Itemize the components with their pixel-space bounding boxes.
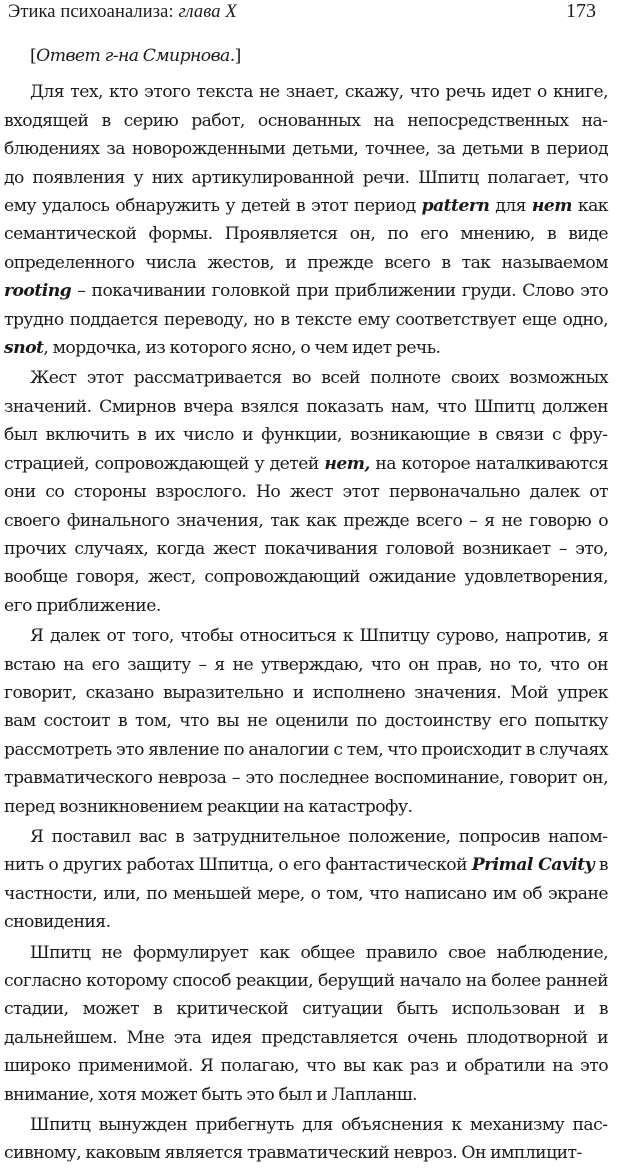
text-run: в частности, или, по меньшей мере, о том, что написано им об экране сновидения. bbox=[4, 855, 608, 933]
editorial-note bbox=[4, 42, 608, 70]
text-run: Шпитц вынужден прибегнуть для объяснения к механизму пассивному, каковым является травматический невроз. Он имплицит- bbox=[4, 1115, 608, 1164]
page-number: 173 bbox=[566, 0, 596, 22]
text-run: как семантической формы. Проявляется он, по его мнению, в виде определенного числа жестов, и прежде всего в так называемом bbox=[4, 196, 608, 273]
italic-text: Ответ г-на Смирнова. bbox=[36, 46, 235, 66]
text-run: для bbox=[489, 196, 532, 217]
paragraph bbox=[4, 1111, 608, 1168]
paragraph bbox=[4, 622, 608, 821]
text-run: на которое наталкиваются они со стороны взрослого. Но жест этот первоначально далек от своего финального значения, так как прежде всего – я не говорю о прочих случаях, когда жест покачивания головой возникает – это, вообще говоря, жест, сопровождающий ожидание удовлетворения, его приближение. bbox=[4, 453, 609, 616]
emphasized-term: pattern bbox=[421, 196, 490, 217]
text-run: Шпитц не формулирует как общее правило свое наблюдение, согласно которому способ реакции, берущий начало на более ранней стадии, может в критической ситуации быть использован и в дальнейшем. Мне эта идея представляется очень плодотворной и широко применимой. Я полагаю, что вы как раз и обратили на это внимание, хотя может быть это был и Лапланш. bbox=[4, 942, 608, 1105]
emphasized-term: нет bbox=[531, 196, 572, 217]
text-run: Жест этот рассматривается во всей полноте своих возможных значений. Смирнов вчера взялся показать нам, что Шпитц должен был включить в их число и функции, возникающие в связи с фрустрацией, сопровождающей у детей bbox=[4, 368, 608, 474]
text-run: Для тех, кто этого текста не знает, скажу, что речь идет о книге, входящей в серию работ, основанных на непосредственных наблюдениях за новорожденными детьми, точнее, за детьми в период до появления у них артикулированной речи. Шпитц полагает, что ему удалось обнаружить у детей в этот период bbox=[4, 82, 608, 217]
paragraph bbox=[4, 364, 608, 620]
page-header bbox=[4, 0, 608, 38]
running-head-chapter: глава X bbox=[178, 2, 237, 22]
text-run: Я далек от того, чтобы относиться к Шпитцу сурово, напротив, я встаю на его защиту – я не утверждаю, что он прав, но то, что он говорит, сказано выразительно и исполнено значения. Мой упрек вам состоит в том, что вы не оценили по достоинству его попытку рассмотреть это явление по аналогии с тем, что происходит в случаях травматического невроза – это последнее воспоминание, говорит он, перед возникновением реакции на катастрофу. bbox=[4, 626, 608, 817]
text-run: [ bbox=[30, 46, 37, 66]
emphasized-term: snot bbox=[4, 338, 44, 359]
text-run: – покачивании головкой при приближении груди. Слово это трудно поддается переводу, но в тексте ему соответствует еще одно, bbox=[4, 281, 608, 330]
paragraph bbox=[4, 939, 608, 1109]
running-head-title: Этика психоанализа: bbox=[8, 2, 179, 22]
paragraph bbox=[4, 823, 608, 937]
body-text bbox=[4, 42, 608, 1168]
emphasized-term: rooting bbox=[4, 281, 72, 302]
text-run: , мордочка, из которого ясно, о чем идет речь. bbox=[43, 338, 441, 359]
paragraph bbox=[4, 78, 608, 362]
emphasized-term: Primal Cavity bbox=[471, 855, 595, 876]
emphasized-term: нет, bbox=[324, 453, 370, 474]
text-run: ] bbox=[234, 46, 241, 66]
running-head bbox=[8, 2, 237, 23]
text-run: Я поставил вас в затруднительное положение, попросив напомнить о других работах Шпитца, о его фантастической bbox=[4, 826, 608, 876]
